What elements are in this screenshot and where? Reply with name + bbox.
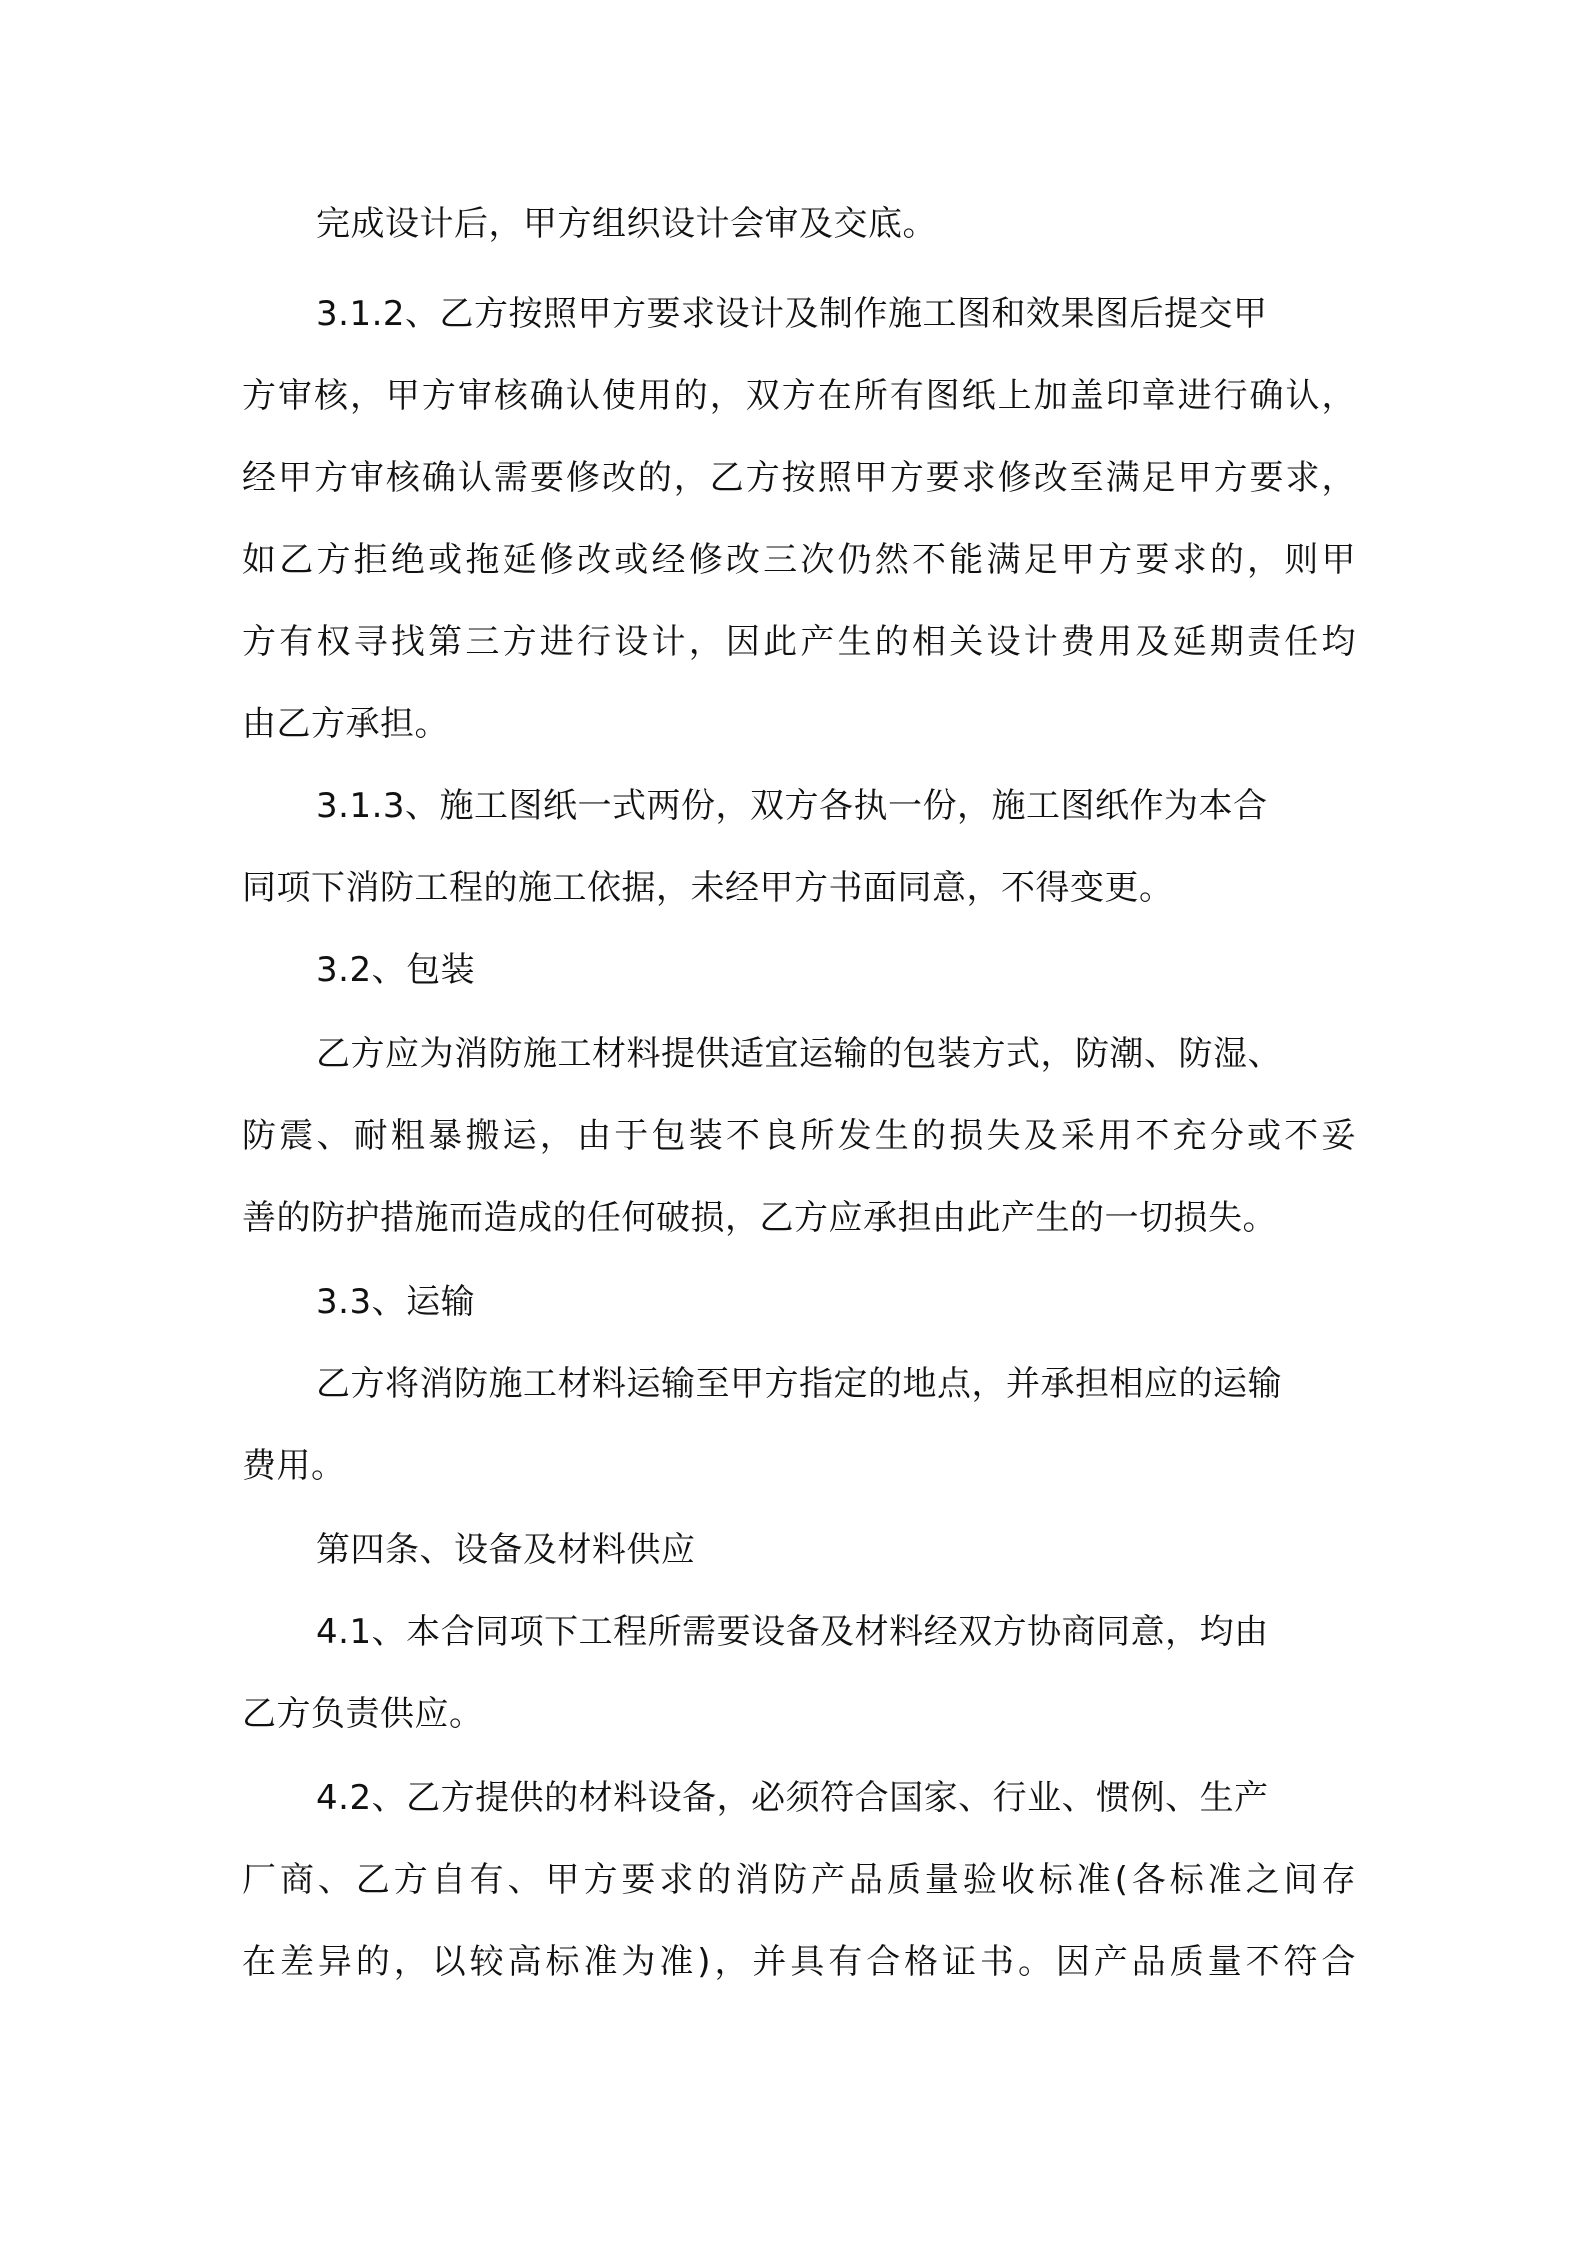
paragraph-line: 乙方将消防施工材料运输至甲方指定的地点，并承担相应的运输 [316, 1364, 1282, 1404]
paragraph-line: 同项下消防工程的施工依据，未经甲方书面同意，不得变更。 [242, 868, 1174, 908]
paragraph-line: 乙方负责供应。 [242, 1694, 484, 1734]
paragraph-line: 方有权寻找第三方进行设计，因此产生的相关设计费用及延期责任均 [242, 622, 1356, 662]
clause-3-1-3-line: 3.1.3、施工图纸一式两份，双方各执一份，施工图纸作为本合 [316, 786, 1268, 826]
paragraph-line: 由乙方承担。 [242, 704, 449, 744]
paragraph-line: 完成设计后，甲方组织设计会审及交底。 [316, 204, 937, 244]
clause-4-1-line: 4.1、本合同项下工程所需要设备及材料经双方协商同意，均由 [316, 1612, 1269, 1652]
paragraph-line: 如乙方拒绝或拖延修改或经修改三次仍然不能满足甲方要求的，则甲 [242, 540, 1356, 580]
paragraph-line: 善的防护措施而造成的任何破损，乙方应承担由此产生的一切损失。 [242, 1198, 1277, 1238]
paragraph-line: 费用。 [242, 1446, 346, 1486]
paragraph-line: 厂商、乙方自有、甲方要求的消防产品质量验收标准(各标准之间存 [242, 1860, 1356, 1900]
clause-4-2-line: 4.2、乙方提供的材料设备，必须符合国家、行业、惯例、生产 [316, 1778, 1269, 1818]
section-heading-3-2: 3.2、包装 [316, 950, 476, 990]
clause-3-1-2-line: 3.1.2、乙方按照甲方要求设计及制作施工图和效果图后提交甲 [316, 294, 1268, 334]
paragraph-line: 在差异的，以较高标准为准)，并具有合格证书。因产品质量不符合 [242, 1942, 1356, 1982]
paragraph-line: 经甲方审核确认需要修改的，乙方按照甲方要求修改至满足甲方要求， [242, 458, 1356, 498]
paragraph-line: 防震、耐粗暴搬运，由于包装不良所发生的损失及采用不充分或不妥 [242, 1116, 1356, 1156]
paragraph-line: 方审核，甲方审核确认使用的，双方在所有图纸上加盖印章进行确认， [242, 376, 1356, 416]
paragraph-line: 乙方应为消防施工材料提供适宜运输的包装方式，防潮、防湿、 [316, 1034, 1282, 1074]
section-heading-3-3: 3.3、运输 [316, 1282, 476, 1322]
article-heading-4: 第四条、设备及材料供应 [316, 1530, 696, 1570]
